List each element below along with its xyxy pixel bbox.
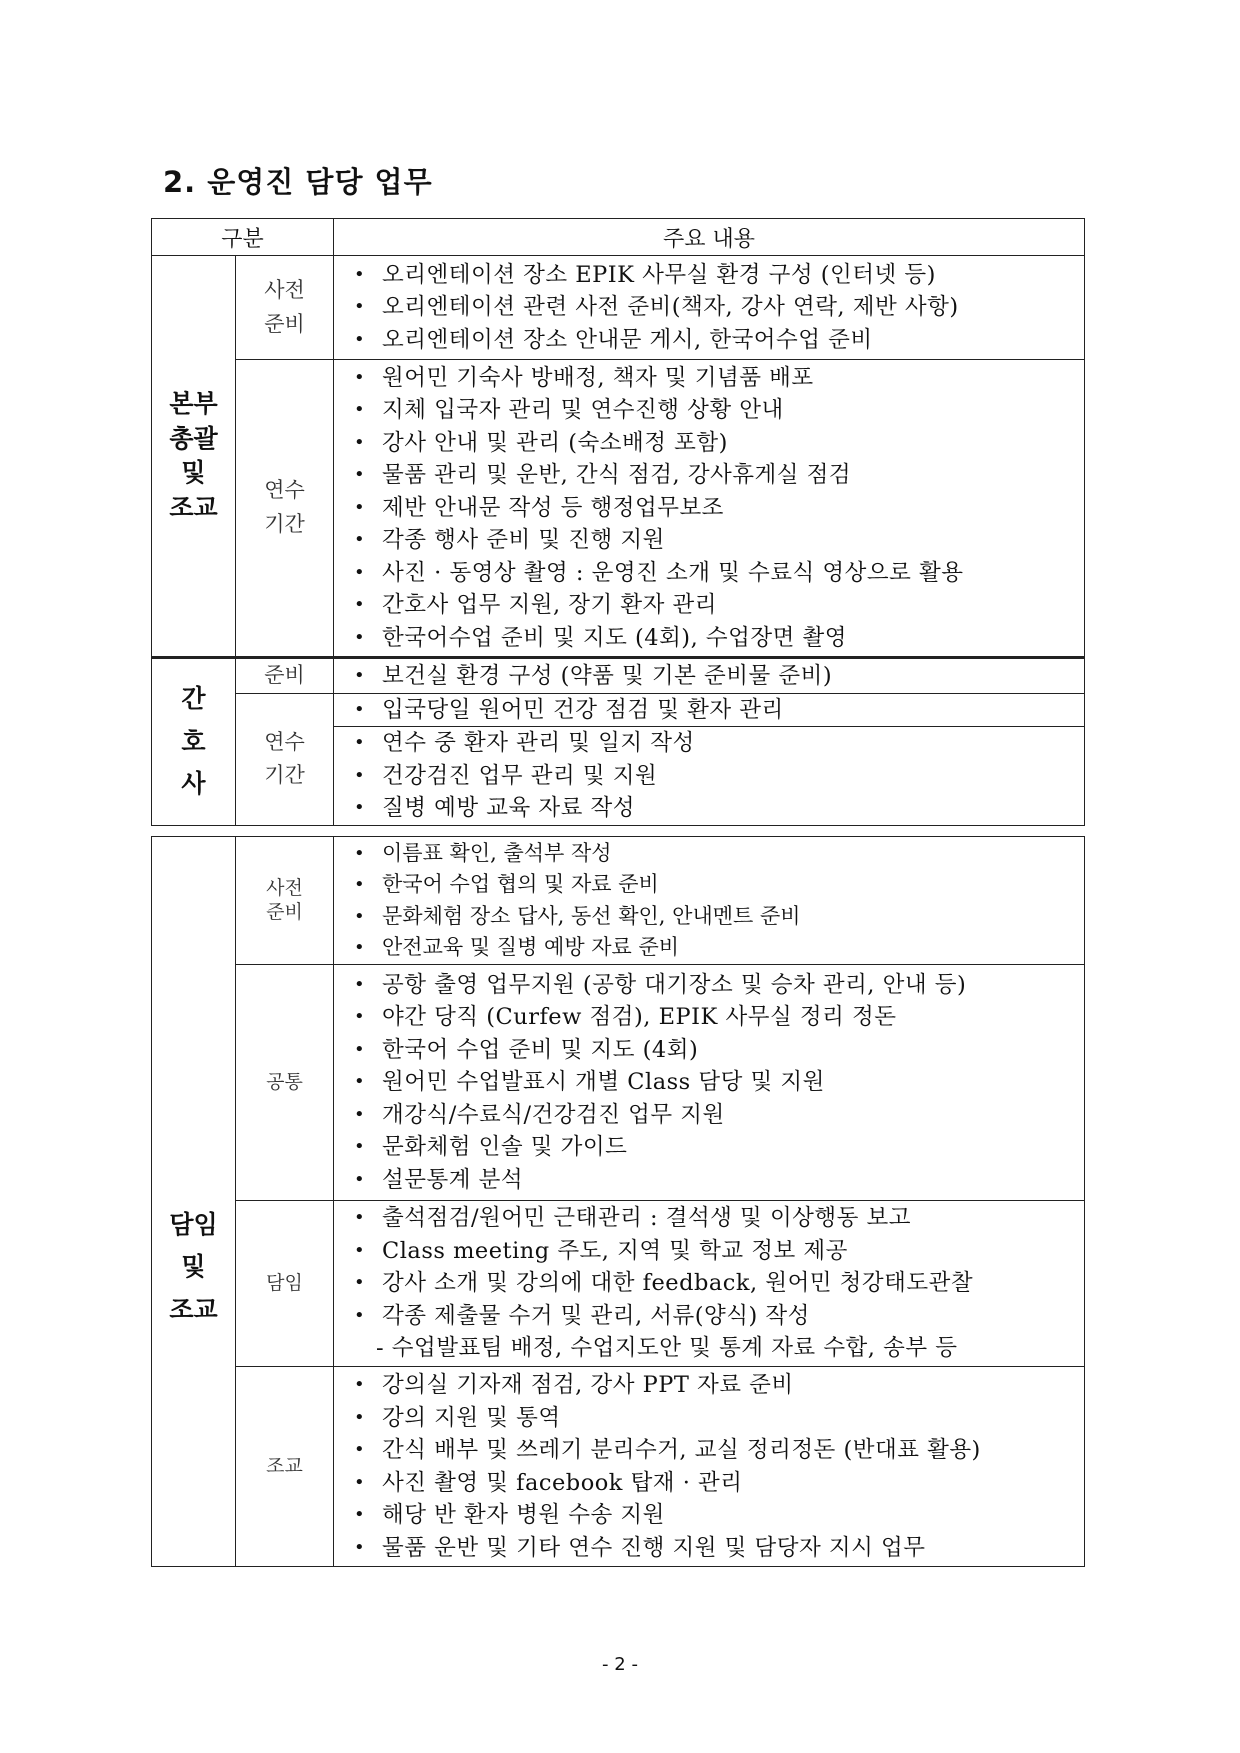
hq-period-cell (334, 360, 1085, 658)
list-item: • 각종 행사 준비 및 진행 지원 (352, 524, 1084, 557)
list-item: • 간식 배부 및 쓰레기 분리수거, 교실 정리정돈 (반대표 활용) (352, 1434, 1084, 1467)
homeroom-teacher-row (152, 1201, 1085, 1367)
list-item: • 설문통계 분석 (352, 1164, 1084, 1197)
header-main-content: 주요 내용 (334, 219, 1085, 256)
list-item: • 오리엔테이션 장소 EPIK 사무실 환경 구성 (인터넷 등) (352, 259, 1084, 292)
list-item: • 공항 출영 업무지원 (공항 대기장소 및 승차 관리, 안내 등) (352, 969, 1084, 1002)
nurse-period-cell (334, 727, 1085, 826)
list-item: • 한국어 수업 협의 및 자료 준비 (352, 869, 1084, 901)
list-item: • 강사 소개 및 강의에 대한 feedback, 원어민 청강태도관찰 (352, 1267, 1084, 1300)
homeroom-common-cell (334, 965, 1085, 1201)
list-item: • 건강검진 업무 관리 및 지원 (352, 760, 1084, 793)
list-item: • 연수 중 환자 관리 및 일지 작성 (352, 727, 1084, 760)
duties-table-1 (151, 218, 1085, 826)
hq-group-label: 본부 총괄 및 조교 (152, 256, 236, 658)
nurse-prep-cell (334, 658, 1085, 694)
list-item: • 물품 관리 및 운반, 간식 점검, 강사휴게실 점검 (352, 459, 1084, 492)
list-item: • 간호사 업무 지원, 장기 환자 관리 (352, 589, 1084, 622)
page-number: - 2 - (602, 1654, 638, 1675)
list-item: • 문화체험 인솔 및 가이드 (352, 1131, 1084, 1164)
list-item: • 제반 안내문 작성 등 행정업무보조 (352, 492, 1084, 525)
homeroom-prep-cell (334, 837, 1085, 965)
homeroom-teacher-label: 담임 (236, 1201, 334, 1367)
list-item: • 출석점검/원어민 근태관리 : 결석생 및 이상행동 보고 (352, 1202, 1084, 1235)
hq-prep-cell (334, 256, 1085, 360)
nurse-arrival-row (152, 693, 1085, 727)
list-item: • 물품 운반 및 기타 연수 진행 지원 및 담당자 지시 업무 (352, 1532, 1084, 1565)
hq-period-row (152, 360, 1085, 658)
list-item: • 사진 촬영 및 facebook 탑재 · 관리 (352, 1467, 1084, 1500)
list-item: • 오리엔테이션 장소 안내문 게시, 한국어수업 준비 (352, 324, 1084, 357)
list-item: • 질병 예방 교육 자료 작성 (352, 792, 1084, 825)
list-item: • 야간 당직 (Curfew 점검), EPIK 사무실 정리 정돈 (352, 1001, 1084, 1034)
nurse-prep-label: 준비 (236, 658, 334, 694)
list-item: • 한국어수업 준비 및 지도 (4회), 수업장면 촬영 (352, 622, 1084, 655)
header-division: 구분 (152, 219, 334, 256)
table-header-row (152, 219, 1085, 256)
nurse-group-label: 간 호 사 (152, 658, 236, 826)
list-subitem: - 수업발표팀 배정, 수업지도안 및 통계 자료 수합, 송부 등 (376, 1335, 958, 1362)
homeroom-group-label: 담임 및 조교 (152, 837, 236, 1567)
list-item: • 강사 안내 및 관리 (숙소배정 포함) (352, 427, 1084, 460)
list-item: • 문화체험 장소 답사, 동선 확인, 안내멘트 준비 (352, 901, 1084, 933)
page-title: 2. 운영진 담당 업무 (163, 165, 433, 199)
nurse-period-label: 연수 기간 (236, 693, 334, 825)
list-item: • 해당 반 환자 병원 수송 지원 (352, 1499, 1084, 1532)
duties-table-2 (151, 836, 1085, 1567)
list-item: • 보건실 환경 구성 (약품 및 기본 준비물 준비) (352, 660, 1084, 693)
list-item: • 안전교육 및 질병 예방 자료 준비 (352, 932, 1084, 964)
list-item: • 원어민 기숙사 방배정, 책자 및 기념품 배포 (352, 362, 1084, 395)
homeroom-prep-label: 사전 준비 (236, 837, 334, 965)
homeroom-prep-row (152, 837, 1085, 965)
list-item: • 각종 제출물 수거 및 관리, 서류(양식) 작성 (352, 1300, 1084, 1333)
list-item: • 이름표 확인, 출석부 작성 (352, 838, 1084, 870)
hq-prep-label: 사전 준비 (236, 256, 334, 360)
hq-prep-row (152, 256, 1085, 360)
list-item: • 사진 · 동영상 촬영 : 운영진 소개 및 수료식 영상으로 활용 (352, 557, 1084, 590)
assistant-label: 조교 (236, 1367, 334, 1567)
homeroom-teacher-cell (334, 1201, 1085, 1367)
list-item: • 원어민 수업발표시 개별 Class 담당 및 지원 (352, 1066, 1084, 1099)
list-item: • 개강식/수료식/건강검진 업무 지원 (352, 1099, 1084, 1132)
nurse-prep-row (152, 658, 1085, 694)
list-item: • 한국어 수업 준비 및 지도 (4회) (352, 1034, 1084, 1067)
assistant-cell (334, 1367, 1085, 1567)
assistant-row (152, 1367, 1085, 1567)
list-item: • 지체 입국자 관리 및 연수진행 상황 안내 (352, 394, 1084, 427)
list-item: • Class meeting 주도, 지역 및 학교 정보 제공 (352, 1235, 1084, 1268)
list-item: • 오리엔테이션 관련 사전 준비(책자, 강사 연락, 제반 사항) (352, 291, 1084, 324)
nurse-arrival-cell (334, 693, 1085, 727)
list-item: • 강의 지원 및 통역 (352, 1402, 1084, 1435)
homeroom-common-label: 공통 (236, 965, 334, 1201)
list-item: • 입국당일 원어민 건강 점검 및 환자 관리 (352, 694, 1084, 727)
homeroom-common-row (152, 965, 1085, 1201)
list-item: • 강의실 기자재 점검, 강사 PPT 자료 준비 (352, 1369, 1084, 1402)
hq-period-label: 연수 기간 (236, 360, 334, 658)
